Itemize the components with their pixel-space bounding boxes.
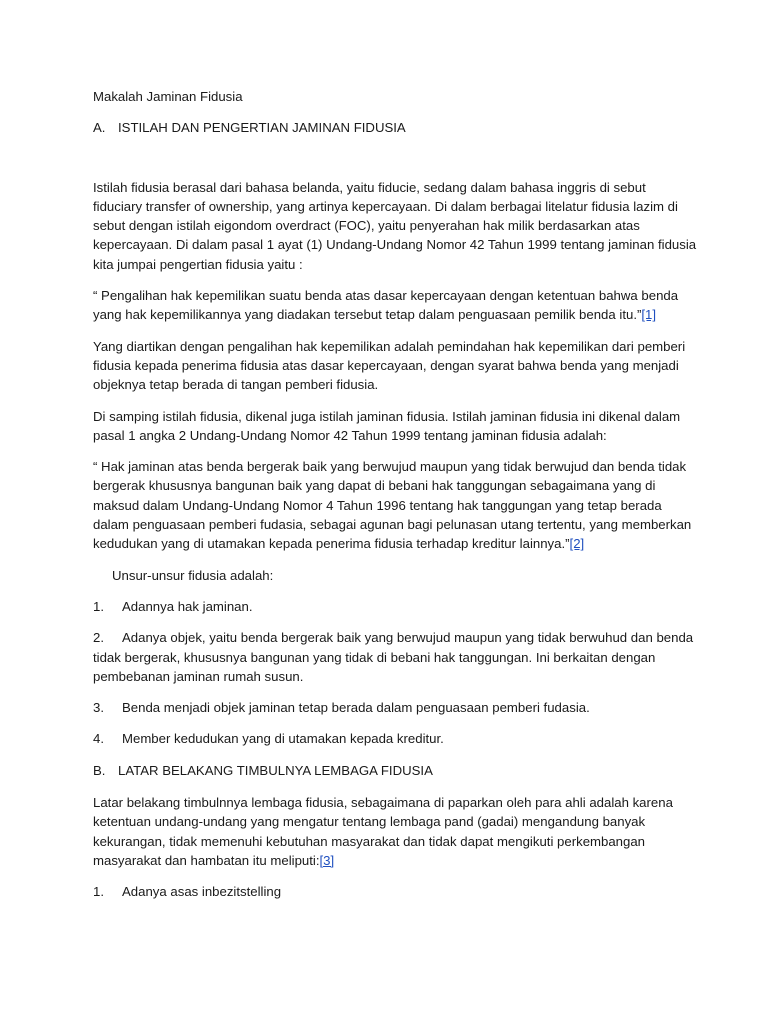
list-item-text: Adannya hak jaminan. (122, 598, 253, 614)
list-item-text: Adanya objek, yaitu benda bergerak baik yang berwujud maupun yang tidak berwuhud dan benda tidak bergerak, khususnya bangunan yang tidak di bebani hak tanggungan. Ini berkaitan dengan pembebanan jaminan rumah susun. (93, 630, 694, 684)
list-item (93, 698, 698, 717)
list-item-number: 1. (93, 598, 104, 614)
list-item-number: 2. (93, 630, 104, 646)
quote-hak-jaminan-text: “ Hak jaminan atas benda bergerak baik yang berwujud maupun yang tidak berwujud dan benda tidak bergerak khususnya bangunan baik yang dapat di bebani hak tanggungan sebagaimana yang di maksud dalam Undang-Undang Nomor 4 Tahun 1996 tentang hak tanggungan yang tetap berada dalam penguasaan pemberi fudasia, sebagai agunan bagi pelunasan utang tertentu, yang memberkan kedudukan yang di utamakan kepada penerima fidusia terhadap kreditur lainnya.” (93, 459, 692, 552)
footnote-link-3[interactable]: [3] (319, 852, 335, 868)
list-item-text: Member kedudukan yang di utamakan kepada kreditur. (122, 731, 444, 747)
paragraph-latar-belakang-text: Latar belakang timbulnnya lembaga fidusia, sebagaimana di paparkan oleh para ahli adalah karena ketentuan undang-undang yang mengatur tentang lembaga pand (gadai) mengandung banyak kekurangan, tidak memenuhi kebutuhan masyarakat dan tidak dapat mengikuti perkembangan masyarakat dan hambatan itu meliputi: (93, 795, 673, 868)
section-a-label: ISTILAH DAN PENGERTIAN JAMINAN FIDUSIA (118, 120, 406, 136)
list-item (93, 729, 698, 748)
paragraph-jaminan: Di samping istilah fidusia, dikenal juga istilah jaminan fidusia. Istilah jaminan fidusia ini dikenal dalam pasal 1 angka 2 Undang-Undang Nomor 42 Tahun 1999 tentang jaminan fidusia adalah: (93, 408, 681, 443)
quote-pengertian (93, 286, 698, 325)
quote-pengertian-text: “ Pengalihan hak kepemilikan suatu benda atas dasar kepercayaan dengan ketentuan bahwa benda yang hak kepemilikannya yang diadakan tersebut tetap dalam penguasaan pemilik benda itu.” (93, 288, 679, 323)
list-item (93, 597, 698, 616)
document-title: Makalah Jaminan Fidusia (93, 89, 243, 104)
list-item (93, 628, 698, 686)
unsur-intro: Unsur-unsur fidusia adalah: (112, 567, 274, 583)
list-item-number: 1. (93, 884, 104, 900)
section-b-heading (93, 761, 698, 780)
quote-hak-jaminan (93, 457, 698, 553)
list-item-text: Adanya asas inbezitstelling (122, 884, 282, 900)
paragraph-latar-belakang (93, 793, 698, 870)
list-item-text: Benda menjadi objek jaminan tetap berada dalam penguasaan pemberi fudasia. (122, 700, 590, 716)
list-item-number: 4. (93, 731, 104, 747)
paragraph-istilah: Istilah fidusia berasal dari bahasa belanda, yaitu fiducie, sedang dalam bahasa inggris di sebut fiduciary transfer of ownership, yang artinya kepercayaan. Di dalam berbagai litelatur fidusia lazim di sebut dengan istilah eigondom overdract (FOC), yaitu penyerahan hak milik berdasarkan atas kepercayaan. Di dalam pasal 1 ayat (1) Undang-Undang Nomor 42 Tahun 1999 tentang jaminan fidusia kita jumpai pengertian fidusia yaitu : (93, 179, 697, 272)
footnote-link-1[interactable]: [1] (641, 307, 657, 323)
list-item-number: 3. (93, 700, 104, 716)
list-item (93, 882, 698, 901)
section-a-heading (93, 118, 698, 137)
paragraph-pengalihan: Yang diartikan dengan pengalihan hak kepemilikan adalah pemindahan hak kepemilikan dari pemberi fidusia kepada penerima fidusia atas dasar kepercayaan, dengan syarat bahwa benda yang menjadi objeknya tetap berada di tangan pemberi fidusia. (93, 338, 686, 393)
section-b-label: LATAR BELAKANG TIMBULNYA LEMBAGA FIDUSIA (118, 762, 433, 778)
footnote-link-2[interactable]: [2] (569, 536, 585, 552)
section-a-number: A. (93, 120, 106, 136)
section-b-number: B. (93, 762, 106, 778)
